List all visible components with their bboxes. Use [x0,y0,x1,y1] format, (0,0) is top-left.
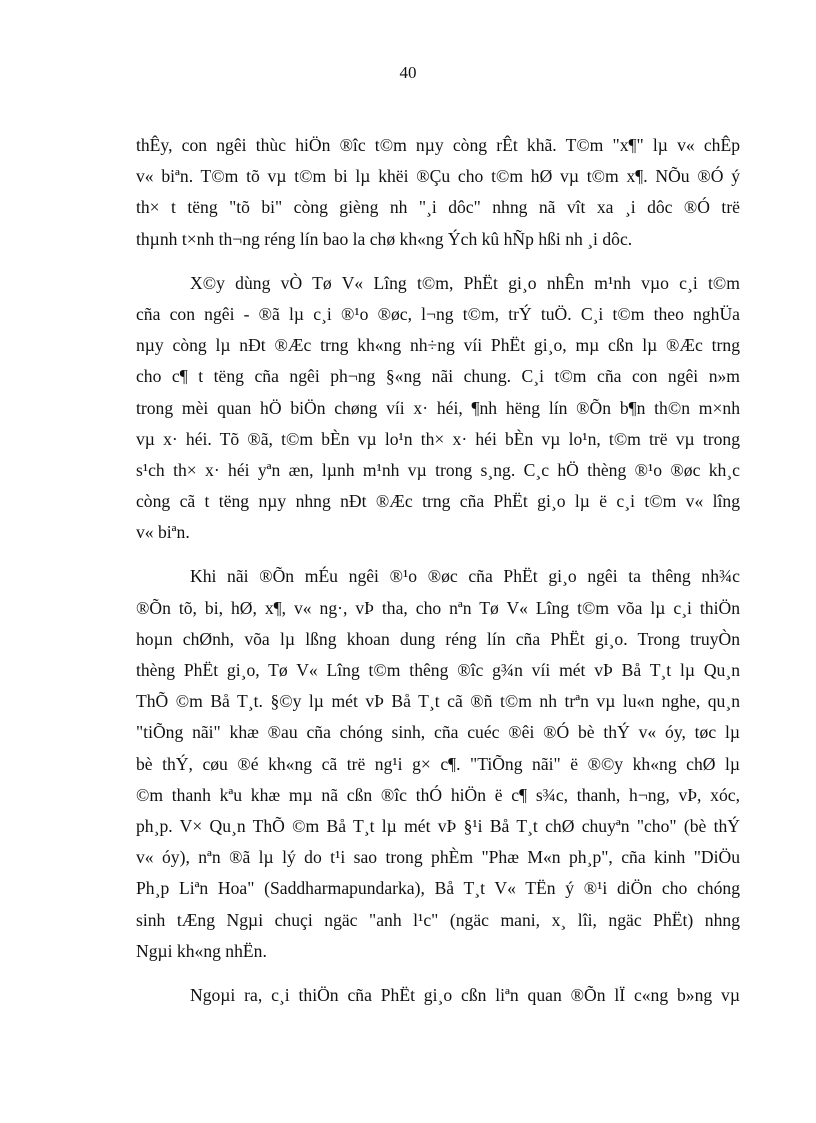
text-line: ThÕ ©m Bå T¸t. §©y lµ mét vÞ Bå T¸t cã ®ñ t©m nh trªn vµ lu«n nghe, qu¸n [136,691,740,712]
text-line: s¹ch th× x· héi yªn æn, lµnh m¹nh vµ trong s¸ng. C¸c hÖ thèng ®¹o ®øc kh¸c [136,459,740,480]
text-line: X©y dùng vÒ Tø V« Lîng t©m, PhËt gi¸o nhÊn m¹nh vµo c¸i t©m [190,272,740,293]
text-line: v« óy), nªn ®ã lµ lý do t¹i sao trong phÈm "Phæ M«n ph¸p", cña kinh "DiÖu [136,847,740,868]
text-line: cho c¶ t tëng cña ngêi ph¬ng §«ng nãi chung. C¸i t©m cña con ngêi n»m [136,366,740,387]
text-line: vµ x· héi. Tõ ®ã, t©m bÈn vµ lo¹n th× x· héi bÈn vµ lo¹n, t©m trë vµ trong [136,428,740,449]
text-line: v« biªn. [136,522,190,543]
text-line: Ngµi kh«ng nhËn. [136,940,267,961]
document-body [136,130,740,1011]
text-line: Ngoµi ra, c¸i thiÖn cña PhËt gi¸o cßn liªn quan ®Õn lÏ c«ng b»ng vµ [190,984,740,1005]
text-line: hoµn chØnh, võa lµ lßng khoan dung réng lín cña PhËt gi¸o. Trong truyÒn [136,628,740,649]
text-line: ©m thanh kªu khæ mµ nã cßn ®îc thÓ hiÖn ë c¶ s¾c, thanh, h¬ng, vÞ, xóc, [136,784,740,805]
paragraph-3 [136,561,740,966]
text-line: ph¸p. V× Qu¸n ThÕ ©m Bå T¸t lµ mét vÞ §¹i Bå T¸t chØ chuyªn "cho" (bè thÝ [136,815,740,836]
text-line: sinh tÆng Ngµi chuçi ngäc "anh l¹c" (ngäc mani, x¸ lîi, ngäc PhËt) nhng [136,909,740,930]
text-line: v« biªn. T©m tõ vµ t©m bi lµ khëi ®Çu cho t©m hØ vµ t©m x¶. NÕu ®Ó ý [136,166,740,187]
text-line: Ph¸p Liªn Hoa" (Saddharmapundarka), Bå T¸t V« TËn ý ®¹i diÖn cho chóng [136,878,740,899]
text-line: cña con ngêi - ®ã lµ c¸i ®¹o ®øc, l¬ng t©m, trÝ tuÖ. C¸i t©m theo nghÜa [136,303,740,324]
text-line: Khi nãi ®Õn mÉu ngêi ®¹o ®øc cña PhËt gi¸o ngêi ta thêng nh¾c [190,566,740,587]
text-line: "tiÕng nãi" khæ ®au cña chóng sinh, cña cuéc ®êi ®Ó bè thÝ v« óy, tøc lµ [136,722,740,743]
text-line: ®Õn tõ, bi, hØ, x¶, v« ng·, vÞ tha, cho nªn Tø V« Lîng t©m võa lµ c¸i thiÖn [136,597,740,618]
text-line: nµy còng lµ nÐt ®Æc trng kh«ng nh÷ng víi PhËt gi¸o, mµ cßn lµ ®Æc trng [136,335,740,356]
text-line: thÊy, con ngêi thùc hiÖn ®îc t©m nµy còng rÊt khã. T©m "x¶" lµ v« chÊp [136,135,740,155]
text-line: thµnh t×nh th¬ng réng lín bao la chø kh«ng Ých kû hÑp hßi nh ¸i dôc. [136,228,633,249]
paragraph-1 [136,130,740,255]
text-line: thèng PhËt gi¸o, Tø V« Lîng t©m thêng ®îc g¾n víi mét vÞ Bå T¸t lµ Qu¸n [136,660,740,680]
paragraph-2 [136,268,740,549]
paragraph-4 [136,980,740,1011]
text-line: trong mèi quan hÖ biÖn chøng víi x· héi, ¶nh hëng lín ®Õn b¶n th©n m×nh [136,397,740,418]
text-line: còng cã t tëng nµy nhng nÐt ®Æc trng cña PhËt gi¸o lµ ë c¸i t©m v« lîng [136,491,740,512]
text-line: bè thÝ, cøu ®é kh«ng cã trë ng¹i g× c¶. "TiÕng nãi" ë ®©y kh«ng chØ lµ [136,753,740,774]
page-number: 40 [399,63,417,82]
text-line: th× t tëng "tõ bi" còng gièng nh "¸i dôc" nhng nã vît xa ¸i dôc ®Ó trë [136,197,740,218]
